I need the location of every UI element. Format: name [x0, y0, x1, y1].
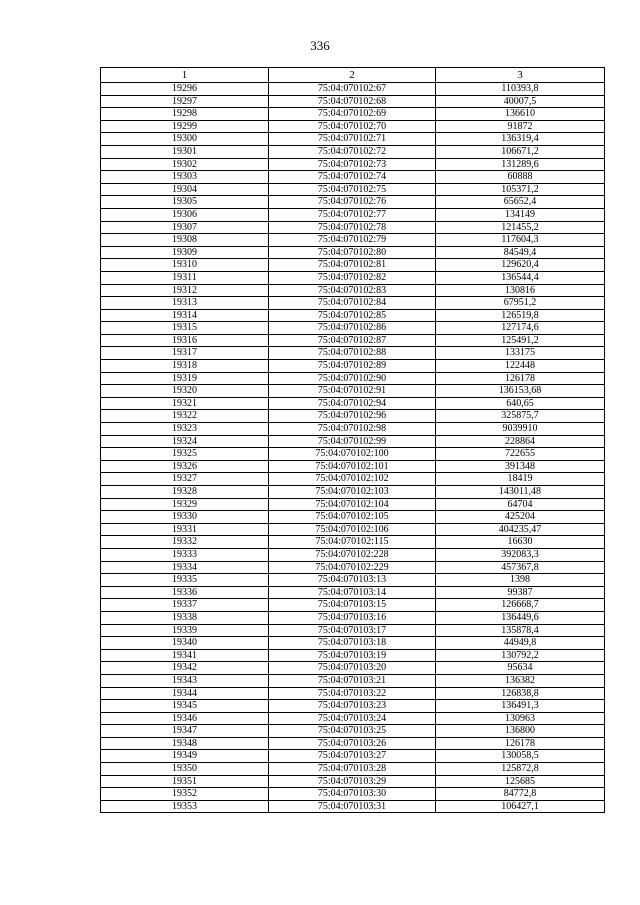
table-row [101, 83, 605, 96]
value-cell: 126668,7 [436, 599, 605, 612]
cadastral-number-cell: 75:04:070103:18 [269, 637, 436, 650]
table-row [101, 259, 605, 272]
value-cell: 106427,1 [436, 800, 605, 813]
row-number-cell: 19336 [101, 586, 269, 599]
cadastral-number-cell: 75:04:070102:90 [269, 372, 436, 385]
cadastral-number-cell: 75:04:070102:68 [269, 95, 436, 108]
table-row [101, 183, 605, 196]
value-cell: 136610 [436, 108, 605, 121]
value-cell: 130816 [436, 284, 605, 297]
value-cell: 130792,2 [436, 649, 605, 662]
table-row [101, 775, 605, 788]
cadastral-number-cell: 75:04:070102:102 [269, 473, 436, 486]
value-cell: 136449,6 [436, 611, 605, 624]
table-row [101, 95, 605, 108]
row-number-cell: 19315 [101, 322, 269, 335]
row-number-cell: 19338 [101, 611, 269, 624]
table-row [101, 133, 605, 146]
cadastral-number-cell: 75:04:070103:28 [269, 763, 436, 776]
cadastral-number-cell: 75:04:070102:96 [269, 410, 436, 423]
value-cell: 126178 [436, 737, 605, 750]
value-cell: 84772,8 [436, 788, 605, 801]
value-cell: 325875,7 [436, 410, 605, 423]
cadastral-number-cell: 75:04:070103:26 [269, 737, 436, 750]
row-number-cell: 19317 [101, 347, 269, 360]
value-cell: 126838,8 [436, 687, 605, 700]
table-row [101, 347, 605, 360]
table-row [101, 486, 605, 499]
table-row [101, 712, 605, 725]
value-cell: 84549,4 [436, 246, 605, 259]
value-cell: 65652,4 [436, 196, 605, 209]
cadastral-number-cell: 75:04:070102:100 [269, 448, 436, 461]
row-number-cell: 19318 [101, 360, 269, 373]
row-number-cell: 19328 [101, 486, 269, 499]
table-row [101, 120, 605, 133]
cadastral-number-cell: 75:04:070102:101 [269, 460, 436, 473]
cadastral-number-cell: 75:04:070103:19 [269, 649, 436, 662]
table-row [101, 536, 605, 549]
table-row [101, 423, 605, 436]
cadastral-number-cell: 75:04:070102:85 [269, 309, 436, 322]
value-cell: 95634 [436, 662, 605, 675]
row-number-cell: 19301 [101, 145, 269, 158]
table-body [101, 83, 605, 813]
data-table [100, 67, 605, 813]
cadastral-number-cell: 75:04:070103:16 [269, 611, 436, 624]
value-cell: 44949,8 [436, 637, 605, 650]
row-number-cell: 19312 [101, 284, 269, 297]
value-cell: 136319,4 [436, 133, 605, 146]
table-row [101, 511, 605, 524]
table-row [101, 473, 605, 486]
row-number-cell: 19352 [101, 788, 269, 801]
table-row [101, 448, 605, 461]
cadastral-number-cell: 75:04:070102:82 [269, 271, 436, 284]
cadastral-number-cell: 75:04:070102:67 [269, 83, 436, 96]
column-header-3: 3 [436, 68, 605, 83]
row-number-cell: 19332 [101, 536, 269, 549]
cadastral-number-cell: 75:04:070102:79 [269, 234, 436, 247]
value-cell: 9039910 [436, 423, 605, 436]
value-cell: 67951,2 [436, 297, 605, 310]
row-number-cell: 19296 [101, 83, 269, 96]
cadastral-number-cell: 75:04:070102:86 [269, 322, 436, 335]
row-number-cell: 19347 [101, 725, 269, 738]
value-cell: 136153,68 [436, 385, 605, 398]
row-number-cell: 19313 [101, 297, 269, 310]
row-number-cell: 19345 [101, 700, 269, 713]
value-cell: 40007,5 [436, 95, 605, 108]
row-number-cell: 19316 [101, 334, 269, 347]
row-number-cell: 19305 [101, 196, 269, 209]
value-cell: 64704 [436, 498, 605, 511]
table-row [101, 599, 605, 612]
table-row [101, 385, 605, 398]
table-row [101, 309, 605, 322]
row-number-cell: 19339 [101, 624, 269, 637]
value-cell: 121455,2 [436, 221, 605, 234]
table-row [101, 158, 605, 171]
value-cell: 1398 [436, 574, 605, 587]
value-cell: 16630 [436, 536, 605, 549]
cadastral-number-cell: 75:04:070102:115 [269, 536, 436, 549]
table-row [101, 662, 605, 675]
table-row [101, 234, 605, 247]
row-number-cell: 19342 [101, 662, 269, 675]
table-row [101, 611, 605, 624]
row-number-cell: 19321 [101, 397, 269, 410]
row-number-cell: 19330 [101, 511, 269, 524]
value-cell: 404235,47 [436, 523, 605, 536]
value-cell: 136800 [436, 725, 605, 738]
value-cell: 131289,6 [436, 158, 605, 171]
row-number-cell: 19306 [101, 208, 269, 221]
table-header-row [101, 68, 605, 83]
row-number-cell: 19320 [101, 385, 269, 398]
table-row [101, 221, 605, 234]
table-row [101, 108, 605, 121]
table-row [101, 687, 605, 700]
table-row [101, 674, 605, 687]
row-number-cell: 19324 [101, 435, 269, 448]
value-cell: 392083,3 [436, 548, 605, 561]
row-number-cell: 19331 [101, 523, 269, 536]
value-cell: 136491,3 [436, 700, 605, 713]
table-row [101, 246, 605, 259]
cadastral-number-cell: 75:04:070102:72 [269, 145, 436, 158]
cadastral-number-cell: 75:04:070102:80 [269, 246, 436, 259]
cadastral-number-cell: 75:04:070102:70 [269, 120, 436, 133]
row-number-cell: 19308 [101, 234, 269, 247]
cadastral-number-cell: 75:04:070102:83 [269, 284, 436, 297]
table-row [101, 637, 605, 650]
table-row [101, 548, 605, 561]
value-cell: 60888 [436, 171, 605, 184]
table-row [101, 208, 605, 221]
cadastral-number-cell: 75:04:070103:29 [269, 775, 436, 788]
cadastral-number-cell: 75:04:070102:105 [269, 511, 436, 524]
table-row [101, 750, 605, 763]
value-cell: 125872,8 [436, 763, 605, 776]
cadastral-number-cell: 75:04:070102:71 [269, 133, 436, 146]
cadastral-number-cell: 75:04:070103:15 [269, 599, 436, 612]
table-row [101, 171, 605, 184]
page-number: 336 [310, 38, 330, 53]
row-number-cell: 19302 [101, 158, 269, 171]
row-number-cell: 19333 [101, 548, 269, 561]
row-number-cell: 19335 [101, 574, 269, 587]
cadastral-number-cell: 75:04:070102:103 [269, 486, 436, 499]
cadastral-number-cell: 75:04:070102:87 [269, 334, 436, 347]
value-cell: 136544,4 [436, 271, 605, 284]
row-number-cell: 19303 [101, 171, 269, 184]
cadastral-number-cell: 75:04:070103:17 [269, 624, 436, 637]
row-number-cell: 19343 [101, 674, 269, 687]
cadastral-number-cell: 75:04:070102:75 [269, 183, 436, 196]
row-number-cell: 19310 [101, 259, 269, 272]
value-cell: 125685 [436, 775, 605, 788]
value-cell: 127174,6 [436, 322, 605, 335]
row-number-cell: 19329 [101, 498, 269, 511]
cadastral-number-cell: 75:04:070102:73 [269, 158, 436, 171]
value-cell: 135878,4 [436, 624, 605, 637]
cadastral-number-cell: 75:04:070103:20 [269, 662, 436, 675]
table-row [101, 649, 605, 662]
table-row [101, 561, 605, 574]
row-number-cell: 19304 [101, 183, 269, 196]
cadastral-number-cell: 75:04:070102:229 [269, 561, 436, 574]
cadastral-number-cell: 75:04:070102:94 [269, 397, 436, 410]
value-cell: 125491,2 [436, 334, 605, 347]
cadastral-number-cell: 75:04:070102:106 [269, 523, 436, 536]
table-row [101, 334, 605, 347]
table-row [101, 700, 605, 713]
value-cell: 136382 [436, 674, 605, 687]
row-number-cell: 19327 [101, 473, 269, 486]
table-row [101, 435, 605, 448]
table-row [101, 788, 605, 801]
table-row [101, 725, 605, 738]
value-cell: 457367,8 [436, 561, 605, 574]
table-row [101, 498, 605, 511]
cadastral-number-cell: 75:04:070103:25 [269, 725, 436, 738]
value-cell: 126519,8 [436, 309, 605, 322]
cadastral-number-cell: 75:04:070102:81 [269, 259, 436, 272]
table-row [101, 145, 605, 158]
cadastral-number-cell: 75:04:070103:30 [269, 788, 436, 801]
cadastral-number-cell: 75:04:070103:13 [269, 574, 436, 587]
row-number-cell: 19349 [101, 750, 269, 763]
value-cell: 133175 [436, 347, 605, 360]
cadastral-number-cell: 75:04:070103:27 [269, 750, 436, 763]
table-row [101, 410, 605, 423]
row-number-cell: 19334 [101, 561, 269, 574]
table-row [101, 397, 605, 410]
value-cell: 134149 [436, 208, 605, 221]
value-cell: 722655 [436, 448, 605, 461]
table-row [101, 322, 605, 335]
row-number-cell: 19341 [101, 649, 269, 662]
table-row [101, 284, 605, 297]
row-number-cell: 19309 [101, 246, 269, 259]
cadastral-number-cell: 75:04:070102:76 [269, 196, 436, 209]
value-cell: 110393,8 [436, 83, 605, 96]
row-number-cell: 19307 [101, 221, 269, 234]
cadastral-number-cell: 75:04:070103:14 [269, 586, 436, 599]
table-row [101, 523, 605, 536]
cadastral-number-cell: 75:04:070102:89 [269, 360, 436, 373]
value-cell: 640,65 [436, 397, 605, 410]
row-number-cell: 19337 [101, 599, 269, 612]
row-number-cell: 19322 [101, 410, 269, 423]
row-number-cell: 19298 [101, 108, 269, 121]
value-cell: 425204 [436, 511, 605, 524]
table-row [101, 763, 605, 776]
value-cell: 130058,5 [436, 750, 605, 763]
value-cell: 126178 [436, 372, 605, 385]
row-number-cell: 19348 [101, 737, 269, 750]
cadastral-number-cell: 75:04:070102:88 [269, 347, 436, 360]
cadastral-number-cell: 75:04:070103:21 [269, 674, 436, 687]
cadastral-number-cell: 75:04:070102:91 [269, 385, 436, 398]
cadastral-number-cell: 75:04:070102:99 [269, 435, 436, 448]
cadastral-number-cell: 75:04:070102:98 [269, 423, 436, 436]
cadastral-number-cell: 75:04:070102:228 [269, 548, 436, 561]
row-number-cell: 19297 [101, 95, 269, 108]
row-number-cell: 19326 [101, 460, 269, 473]
table-row [101, 624, 605, 637]
value-cell: 228864 [436, 435, 605, 448]
column-header-2: 2 [269, 68, 436, 83]
value-cell: 105371,2 [436, 183, 605, 196]
table-row [101, 574, 605, 587]
row-number-cell: 19314 [101, 309, 269, 322]
row-number-cell: 19323 [101, 423, 269, 436]
row-number-cell: 19344 [101, 687, 269, 700]
row-number-cell: 19299 [101, 120, 269, 133]
table-row [101, 360, 605, 373]
cadastral-number-cell: 75:04:070103:22 [269, 687, 436, 700]
row-number-cell: 19353 [101, 800, 269, 813]
row-number-cell: 19346 [101, 712, 269, 725]
row-number-cell: 19300 [101, 133, 269, 146]
table-row [101, 271, 605, 284]
table-row [101, 372, 605, 385]
table-row [101, 460, 605, 473]
row-number-cell: 19340 [101, 637, 269, 650]
table-row [101, 196, 605, 209]
value-cell: 99387 [436, 586, 605, 599]
value-cell: 143011,48 [436, 486, 605, 499]
value-cell: 106671,2 [436, 145, 605, 158]
table-row [101, 586, 605, 599]
cadastral-number-cell: 75:04:070102:74 [269, 171, 436, 184]
row-number-cell: 19319 [101, 372, 269, 385]
value-cell: 91872 [436, 120, 605, 133]
column-header-1: 1 [101, 68, 269, 83]
row-number-cell: 19351 [101, 775, 269, 788]
cadastral-number-cell: 75:04:070102:78 [269, 221, 436, 234]
value-cell: 18419 [436, 473, 605, 486]
table-row [101, 297, 605, 310]
cadastral-number-cell: 75:04:070102:84 [269, 297, 436, 310]
row-number-cell: 19311 [101, 271, 269, 284]
table-row [101, 800, 605, 813]
table-row [101, 737, 605, 750]
cadastral-number-cell: 75:04:070103:23 [269, 700, 436, 713]
cadastral-number-cell: 75:04:070103:31 [269, 800, 436, 813]
cadastral-number-cell: 75:04:070102:69 [269, 108, 436, 121]
cadastral-number-cell: 75:04:070102:77 [269, 208, 436, 221]
cadastral-number-cell: 75:04:070103:24 [269, 712, 436, 725]
value-cell: 130963 [436, 712, 605, 725]
cadastral-number-cell: 75:04:070102:104 [269, 498, 436, 511]
row-number-cell: 19325 [101, 448, 269, 461]
value-cell: 117604,3 [436, 234, 605, 247]
value-cell: 129620,4 [436, 259, 605, 272]
row-number-cell: 19350 [101, 763, 269, 776]
value-cell: 122448 [436, 360, 605, 373]
value-cell: 391348 [436, 460, 605, 473]
